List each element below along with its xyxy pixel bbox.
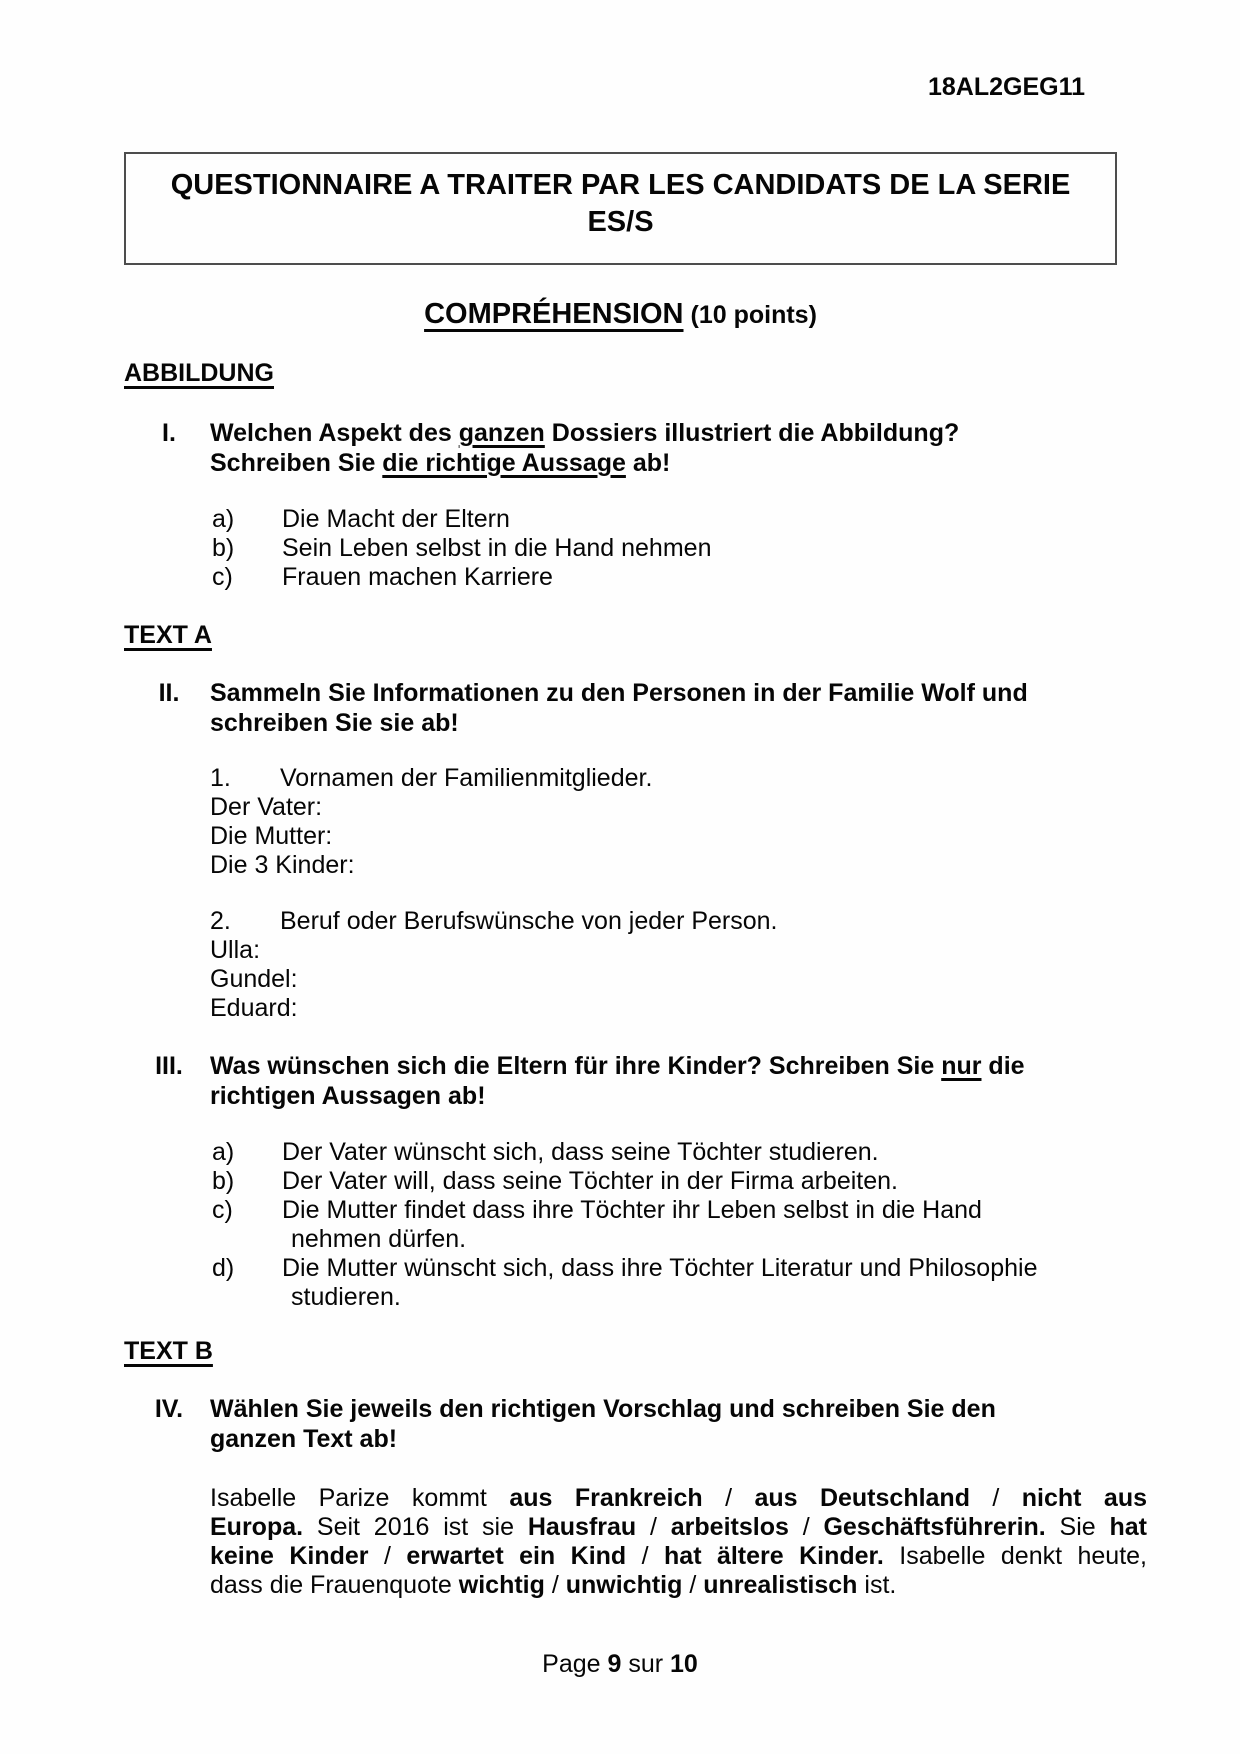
option-label: b) [212,534,235,562]
option-label: b) [212,1167,235,1195]
option-text: Die Mutter findet dass ihre Töchter ihr Leben selbst in die Hand [282,1196,982,1224]
sub-item-2-text: Beruf oder Berufswünsche von jeder Person. [280,907,778,935]
option-text-wrap: studieren. [291,1283,401,1311]
question-4-number: IV. [154,1395,184,1423]
question-4 [140,1394,996,1454]
question-3 [140,1051,1025,1111]
sub-item-1-number: 1. [210,764,231,792]
option-row [212,1254,1037,1283]
paragraph-line-2: Europa. Seit 2016 ist sie Hausfrau / arbeitslos / Geschäftsführerin. Sie hat [210,1513,1147,1541]
option-text: Sein Leben selbst in die Hand nehmen [282,534,712,562]
option-label: c) [212,563,233,591]
question-1-number: I. [162,419,176,447]
paragraph-line-3: keine Kinder / erwartet ein Kind / hat ältere Kinder. Isabelle denkt heute, [210,1542,1147,1570]
option-text: Der Vater will, dass seine Töchter in der Firma arbeiten. [282,1167,898,1195]
fill-label-gundel: Gundel: [210,965,298,993]
fill-label-die-3-kinder: Die 3 Kinder: [210,851,355,879]
fill-label-der-vater: Der Vater: [210,793,323,821]
sub-item-1 [210,764,652,793]
section-heading-text-a: TEXT A [124,621,212,649]
paragraph-line-4: dass die Frauenquote wichtig / unwichtig / unrealistisch ist. [210,1571,897,1599]
fill-label-eduard: Eduard: [210,994,298,1022]
option-text: Die Macht der Eltern [282,505,510,533]
footer-sur-word: sur [621,1650,671,1678]
question-2-line-2: schreiben Sie sie ab! [210,709,459,737]
option-label: a) [212,1138,235,1166]
question-1-line-1: Welchen Aspekt des ganzen Dossiers illustriert die Abbildung? [210,419,960,447]
question-2-sub-1 [210,764,652,880]
main-heading-points: (10 points) [690,301,817,329]
sub-item-2-number: 2. [210,907,231,935]
sub-item-2 [210,907,778,936]
section-heading-text-b: TEXT B [124,1337,213,1365]
option-text-wrap: nehmen dürfen. [291,1225,467,1253]
doc-code: 18AL2GEG11 [927,73,1085,101]
sub-item-1-text: Vornamen der Familienmitglieder. [280,764,653,792]
main-heading [124,296,1117,337]
question-1-options [212,505,711,592]
question-3-line-2: richtigen Aussagen ab! [210,1082,486,1110]
option-row [212,1196,1037,1225]
paragraph-line-1: Isabelle Parize kommt aus Frankreich / aus Deutschland / nicht aus [210,1484,1147,1512]
option-text: Der Vater wünscht sich, dass seine Töchter studieren. [282,1138,879,1166]
title-box-line-1: QUESTIONNAIRE A TRAITER PAR LES CANDIDATS DE LA SERIE [170,169,1071,201]
title-box [124,152,1117,265]
fill-label-ulla: Ulla: [210,936,261,964]
question-1-text [210,418,959,478]
option-row [212,563,711,592]
option-row [212,534,711,563]
title-box-line-2: ES/S [587,206,654,238]
question-3-number: III. [155,1052,183,1080]
footer-page-total: 10 [670,1650,698,1678]
main-heading-title: COMPRÉHENSION [424,298,684,330]
option-label: d) [212,1254,235,1282]
question-2-line-1: Sammeln Sie Informationen zu den Personen in der Familie Wolf und [210,679,1028,707]
question-4-line-1: Wählen Sie jeweils den richtigen Vorschlag und schreiben Sie den [210,1395,996,1423]
option-text: Die Mutter wünscht sich, dass ihre Töchter Literatur und Philosophie [282,1254,1038,1282]
question-4-paragraph [210,1484,1147,1600]
option-row [212,505,711,534]
question-3-text [210,1051,1025,1111]
question-2-number: II. [158,679,180,707]
question-2-sub-2 [210,907,778,1023]
footer-page-word: Page [542,1650,608,1678]
option-label: a) [212,505,235,533]
question-1 [140,418,959,478]
option-text: Frauen machen Karriere [282,563,553,591]
question-2 [140,678,1028,738]
question-4-text [210,1394,996,1454]
question-3-line-1: Was wünschen sich die Eltern für ihre Kinder? Schreiben Sie nur die [210,1052,1025,1080]
page-footer [0,1650,1240,1679]
footer-page-number: 9 [607,1650,622,1678]
question-2-text [210,678,1028,738]
option-row [212,1138,1037,1167]
question-4-line-2: ganzen Text ab! [210,1425,398,1453]
option-label: c) [212,1196,233,1224]
option-row [212,1167,1037,1196]
question-1-line-2: Schreiben Sie die richtige Aussage ab! [210,449,671,477]
section-heading-abbildung: ABBILDUNG [124,359,274,387]
question-3-options [212,1138,1037,1312]
fill-label-die-mutter: Die Mutter: [210,822,333,850]
